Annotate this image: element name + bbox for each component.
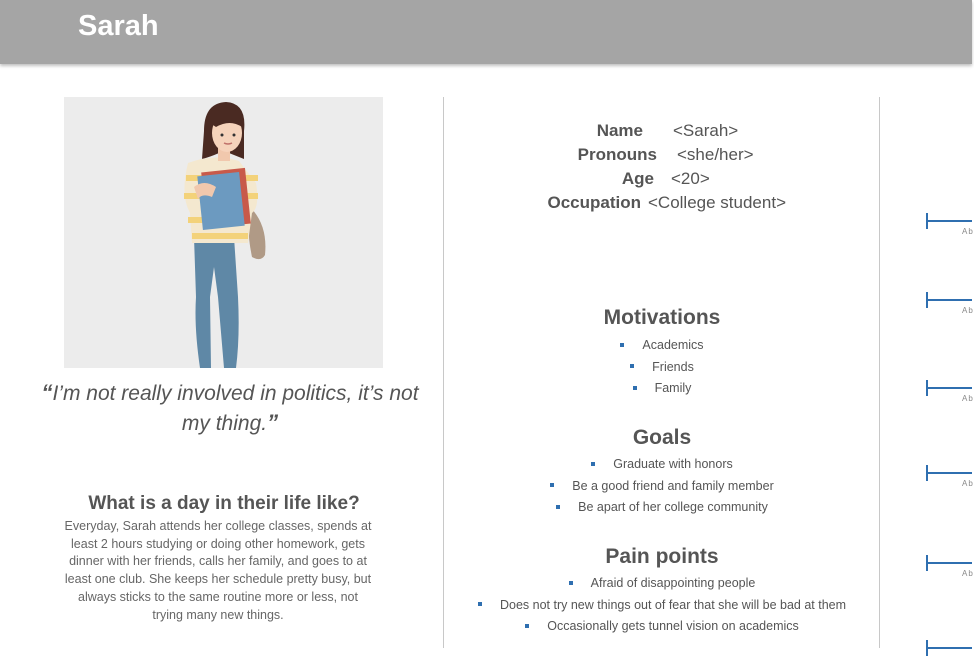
list-item: Graduate with honors	[430, 454, 894, 476]
occupation-label: Occupation	[547, 193, 641, 212]
day-in-life-text: Everyday, Sarah attends her college classes, spends at least 2 hours studying or doing other homework, gets dinner with her friends, calls her family, and goes to at least one club. She keeps her schedule pretty busy, but always sticks to the same routine more or less, not trying many new things.	[64, 519, 372, 622]
motivations-title: Motivations	[603, 306, 721, 329]
profile-row-pronouns	[444, 143, 880, 167]
profile-row-name	[444, 119, 880, 143]
persona-title: Sarah	[78, 10, 159, 42]
day-in-life-heading: What is a day in their life like?	[88, 493, 360, 514]
bullet-icon	[550, 483, 554, 487]
student-girl-illustration	[64, 97, 383, 368]
persona-photo	[64, 97, 383, 368]
persona-quote	[40, 378, 420, 438]
motivations-list	[430, 335, 894, 400]
bullet-icon	[569, 581, 573, 585]
bullet-icon	[630, 364, 634, 368]
pronouns-value: <she/her>	[677, 145, 754, 164]
list-item: Academics	[430, 335, 894, 357]
bullet-icon	[525, 624, 529, 628]
timeline-marker: Ab	[926, 292, 972, 312]
bullet-icon	[591, 462, 595, 466]
list-item: Family	[430, 378, 894, 400]
goals-list	[430, 454, 894, 519]
age-label: Age	[621, 169, 654, 188]
goals-title: Goals	[632, 426, 692, 449]
profile-row-age	[444, 167, 880, 191]
timeline-marker-partial	[926, 640, 972, 660]
timeline-marker: Ab	[926, 555, 972, 575]
list-item: Be a good friend and family member	[430, 476, 894, 498]
quote-open-mark: “	[41, 380, 53, 405]
page-header	[0, 0, 972, 64]
list-item: Occasionally gets tunnel vision on academics	[430, 616, 894, 638]
list-item: Afraid of disappointing people	[430, 573, 894, 595]
bullet-icon	[620, 343, 624, 347]
profile-row-occupation	[444, 191, 880, 215]
timeline-marker: Ab	[926, 465, 972, 485]
list-item: Be apart of her college community	[430, 497, 894, 519]
timeline-marker: Ab	[926, 380, 972, 400]
name-label: Name	[596, 121, 643, 140]
bullet-icon	[556, 505, 560, 509]
occupation-value: <College student>	[648, 193, 786, 212]
age-value: <20>	[671, 169, 710, 188]
bullet-icon	[478, 602, 482, 606]
pain-points-title: Pain points	[605, 545, 719, 568]
name-value: <Sarah>	[673, 121, 739, 140]
pain-points-list	[430, 573, 894, 638]
pronouns-label: Pronouns	[577, 145, 657, 164]
timeline-marker: Ab	[926, 213, 972, 233]
bullet-icon	[633, 386, 637, 390]
list-item: Does not try new things out of fear that she will be bad at them	[430, 595, 894, 617]
profile-info	[444, 119, 880, 215]
quote-close-mark: ”	[267, 410, 279, 435]
list-item: Friends	[430, 357, 894, 379]
quote-text: I’m not really involved in politics, it’s not my thing.	[52, 382, 419, 435]
